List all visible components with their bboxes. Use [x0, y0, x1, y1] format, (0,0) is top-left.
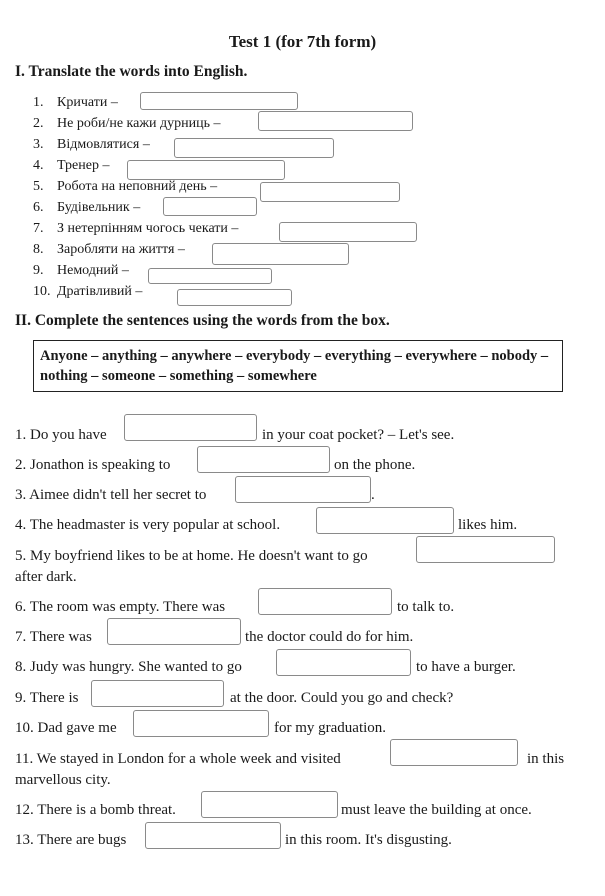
answer-input-6[interactable] — [163, 197, 257, 216]
sentence-10-before: 10. Dad gave me — [15, 720, 117, 736]
sentence-3-after: . — [371, 487, 375, 503]
sentence-12-before: 12. There is a bomb threat. — [15, 802, 176, 818]
sentence-13-before: 13. There are bugs — [15, 832, 127, 848]
sentence-11-line2: marvellous city. — [15, 772, 111, 788]
word-item-7: 7. З нетерпінням чогось чекати – — [33, 221, 239, 236]
sentence-5-input[interactable] — [416, 536, 555, 563]
word-item-6: 6. Будівельник – — [33, 200, 141, 215]
word-box: Anyone – anything – anywhere – everybody – everything – everywhere – nobody – nothing – someone – something – somewhere — [33, 340, 563, 392]
sentence-2-after: on the phone. — [334, 457, 416, 473]
sentence-11-before: 11. We stayed in London for a whole week and visited — [15, 751, 341, 767]
sentence-5-before: 5. My boyfriend likes to be at home. He doesn't want to go — [15, 548, 368, 564]
sentence-4-after: likes him. — [458, 517, 518, 533]
sentence-6-input[interactable] — [258, 588, 392, 615]
sentence-8-before: 8. Judy was hungry. She wanted to go — [15, 659, 242, 675]
word-item-4: 4. Тренер – — [33, 158, 110, 173]
sentence-3-input[interactable] — [235, 476, 371, 503]
answer-input-1[interactable] — [140, 92, 298, 110]
sentence-12-after: must leave the building at once. — [341, 802, 532, 818]
sentence-11-after: in this — [527, 751, 565, 767]
sentence-4-input[interactable] — [316, 507, 454, 534]
sentence-9-input[interactable] — [91, 680, 224, 707]
sentence-8-input[interactable] — [276, 649, 411, 676]
sentence-1-before: 1. Do you have — [15, 427, 107, 443]
answer-input-5[interactable] — [260, 182, 400, 202]
answer-input-2[interactable] — [258, 111, 413, 131]
sentence-1-after: in your coat pocket? – Let's see. — [262, 427, 455, 443]
sentence-4-before: 4. The headmaster is very popular at school. — [15, 517, 281, 533]
sentence-7-after: the doctor could do for him. — [245, 629, 414, 645]
page-title: Test 1 (for 7th form) — [228, 32, 377, 51]
sentence-10-input[interactable] — [133, 710, 269, 737]
sentence-6-before: 6. The room was empty. There was — [15, 599, 226, 615]
word-item-10: 10. Дратівливий – — [33, 284, 143, 299]
sentence-6-after: to talk to. — [397, 599, 455, 615]
sentence-13-after: in this room. It's disgusting. — [285, 832, 452, 848]
word-item-3: 3. Відмовлятися – — [33, 137, 150, 152]
sentence-11-input[interactable] — [390, 739, 518, 766]
sentence-13-input[interactable] — [145, 822, 281, 849]
answer-input-8[interactable] — [212, 243, 349, 265]
answer-input-10[interactable] — [177, 289, 292, 306]
sentence-7-before: 7. There was — [15, 629, 92, 645]
answer-input-7[interactable] — [279, 222, 417, 242]
word-item-2: 2. Не роби/не кажи дурниць – — [33, 116, 221, 131]
sentence-5-line2: after dark. — [15, 569, 77, 585]
sentence-10-after: for my graduation. — [274, 720, 387, 736]
sentence-1-input[interactable] — [124, 414, 257, 441]
word-item-8: 8. Заробляти на життя – — [33, 242, 185, 257]
word-item-5: 5. Робота на неповний день – — [33, 179, 218, 194]
sentence-9-after: at the door. Could you go and check? — [230, 690, 454, 706]
answer-input-3[interactable] — [174, 138, 334, 158]
section-1-heading: I. Translate the words into English. — [15, 63, 248, 80]
sentence-2-input[interactable] — [197, 446, 330, 473]
word-item-1: 1. Кричати – — [33, 95, 118, 110]
sentence-9-before: 9. There is — [15, 690, 79, 706]
sentence-8-after: to have a burger. — [416, 659, 516, 675]
answer-input-4[interactable] — [127, 160, 285, 180]
word-item-9: 9. Немодний – — [33, 263, 129, 278]
sentence-7-input[interactable] — [107, 618, 241, 645]
answer-input-9[interactable] — [148, 268, 272, 284]
sentence-2-before: 2. Jonathon is speaking to — [15, 457, 171, 473]
section-2-heading: II. Complete the sentences using the words from the box. — [15, 312, 390, 329]
sentence-12-input[interactable] — [201, 791, 338, 818]
sentence-3-before: 3. Aimee didn't tell her secret to — [15, 487, 207, 503]
